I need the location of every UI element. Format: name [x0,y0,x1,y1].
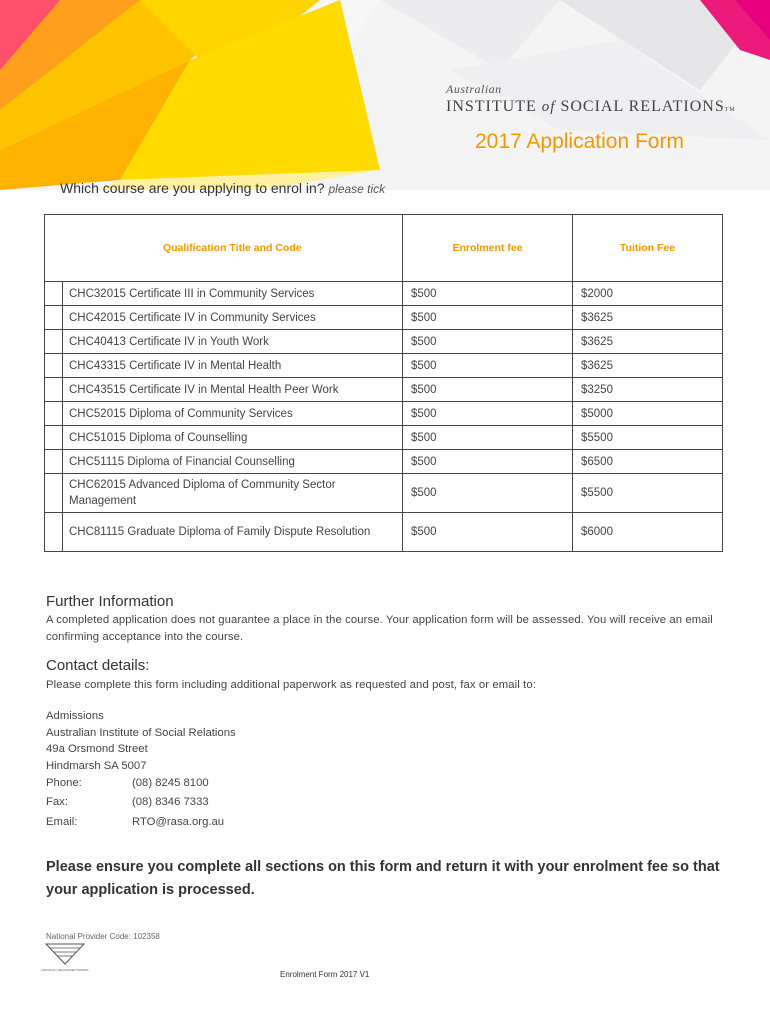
qualification-cell: CHC62015 Advanced Diploma of Community Sector Management [63,474,403,513]
table-row [45,354,723,378]
enrolment-fee-cell: $500 [403,450,573,474]
tuition-fee-cell: $6500 [573,450,723,474]
table-row [45,378,723,402]
qualification-cell: CHC52015 Diploma of Community Services [63,402,403,426]
table-row [45,330,723,354]
qualification-cell: CHC43315 Certificate IV in Mental Health [63,354,403,378]
table-row [45,402,723,426]
footer-version: Enrolment Form 2017 V1 [280,970,370,979]
tuition-fee-cell: $5500 [573,426,723,450]
header-blank [45,215,63,282]
phone-value: (08) 8245 8100 [132,776,209,789]
enrolment-fee-cell: $500 [403,513,573,552]
logo-wordmark: INSTITUTE of SOCIAL RELATIONSTM [446,98,736,115]
fax-value: (08) 8346 7333 [132,796,209,809]
tuition-fee-cell: $6000 [573,513,723,552]
tick-box[interactable] [45,426,63,450]
tick-box[interactable] [45,378,63,402]
qualification-cell: CHC51115 Diploma of Financial Counselling [63,450,403,474]
tick-box[interactable] [45,282,63,306]
table-header-row [45,215,723,282]
address-line: Australian Institute of Social Relations [46,726,236,739]
table-row [45,450,723,474]
header-qualification: Qualification Title and Code [63,215,403,282]
national-provider-code: National Provider Code: 102358 [46,932,160,941]
table-row [45,474,723,513]
tick-box[interactable] [45,474,63,513]
tuition-fee-cell: $3250 [573,378,723,402]
qualification-cell: CHC40413 Certificate IV in Youth Work [63,330,403,354]
course-table [44,214,723,552]
contact-intro: Please complete this form including additional paperwork as requested and post, fax or email to: [46,679,536,691]
address-line: 49a Orsmond Street [46,743,148,755]
email-value[interactable]: RTO@rasa.org.au [132,815,225,828]
tick-box[interactable] [45,306,63,330]
fax-row [46,793,224,813]
qualification-cell: CHC81115 Graduate Diploma of Family Dispute Resolution [63,513,403,552]
enrolment-fee-cell: $500 [403,426,573,450]
qualification-cell: CHC43515 Certificate IV in Mental Health Peer Work [63,378,403,402]
email-label: Email: [46,815,78,828]
logo-subtitle: Australian [446,82,502,96]
contact-heading: Contact details: [46,657,150,674]
enrolment-fee-cell: $500 [403,306,573,330]
qualification-cell: CHC51015 Diploma of Counselling [63,426,403,450]
table-row [45,513,723,552]
tuition-fee-cell: $3625 [573,330,723,354]
phone-label: Phone: [46,776,82,789]
further-info-text: A completed application does not guarantee a place in the course. Your application form will be assessed. You will receive an email confirming acceptance into the course. [46,614,713,643]
table-row [45,282,723,306]
fax-label: Fax: [46,796,68,809]
course-question: Which course are you applying to enrol in? please tick [60,180,386,196]
address-line: Admissions [46,710,104,722]
further-info-heading: Further Information [46,593,174,610]
email-row [46,812,224,832]
tick-box[interactable] [45,450,63,474]
header-tuition-fee: Tuition Fee [573,215,723,282]
enrolment-fee-cell: $500 [403,354,573,378]
phone-row [46,773,224,793]
tuition-fee-cell: $3625 [573,354,723,378]
address-line: Hindmarsh SA 5007 [46,759,147,772]
nrt-logo-text: NATIONALLY RECOGNISED TRAINING [41,969,89,972]
table-row [45,426,723,450]
qualification-cell: CHC42015 Certificate IV in Community Services [63,306,403,330]
institute-logo [446,82,746,116]
tick-box[interactable] [45,402,63,426]
tick-box[interactable] [45,513,63,552]
tuition-fee-cell: $3625 [573,306,723,330]
table-row [45,306,723,330]
tuition-fee-cell: $5500 [573,474,723,513]
tick-box[interactable] [45,330,63,354]
postal-address [46,708,236,774]
contact-rows [46,773,224,832]
qualification-cell: CHC32015 Certificate III in Community Services [63,282,403,306]
nrt-logo-icon [40,942,90,976]
enrolment-fee-cell: $500 [403,378,573,402]
tuition-fee-cell: $2000 [573,282,723,306]
enrolment-fee-cell: $500 [403,474,573,513]
enrolment-fee-cell: $500 [403,330,573,354]
enrolment-fee-cell: $500 [403,282,573,306]
tick-box[interactable] [45,354,63,378]
form-title: 2017 Application Form [475,130,684,153]
tuition-fee-cell: $5000 [573,402,723,426]
header-enrolment-fee: Enrolment fee [403,215,573,282]
final-note: Please ensure you complete all sections on this form and return it with your enrolment fee so that your application is processed. [46,859,720,898]
enrolment-fee-cell: $500 [403,402,573,426]
